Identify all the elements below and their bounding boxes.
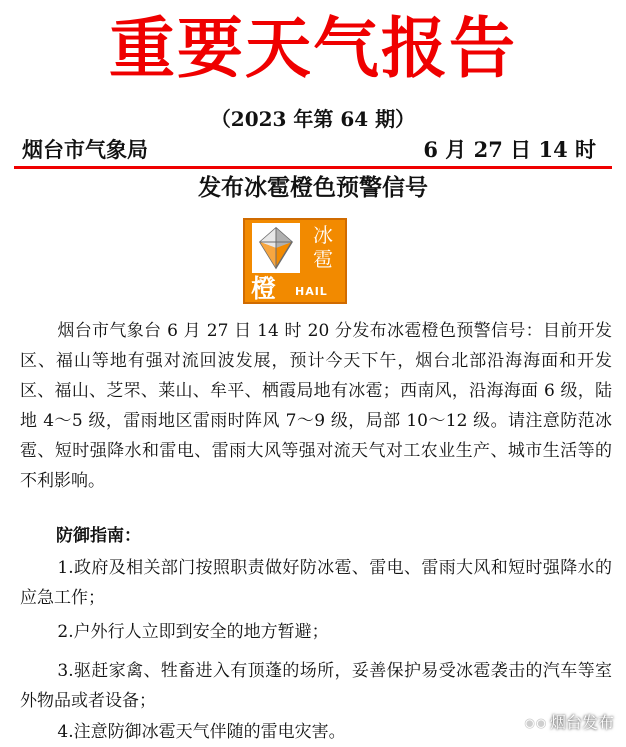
- guide-item-2: 2.户外行人立即到安全的地方暂避；: [57, 622, 329, 642]
- report-title: 重要天气报告: [109, 9, 517, 87]
- bulletin-title: 发布冰雹橙色预警信号: [198, 175, 428, 201]
- header-divider: [14, 166, 612, 169]
- guide-item-4: 4.注意防御冰雹天气伴随的雷电灾害。: [57, 722, 346, 742]
- guide-item-3: 3.驱赶家禽、牲畜进入有顶蓬的场所，妥善保护易受冰雹袭击的汽车等室外物品或者设备；: [20, 661, 612, 711]
- signal-level: 橙: [251, 274, 277, 303]
- hail-orange-signal: [243, 218, 347, 304]
- issue-datetime: 6 月 27 日 14 时: [423, 137, 596, 162]
- issue-number: （2023 年第 64 期）: [210, 107, 416, 131]
- signal-english: HAIL: [295, 285, 328, 298]
- watermark-text: 烟台发布: [549, 713, 614, 732]
- issuing-agency: 烟台市气象局: [22, 137, 148, 162]
- source-watermark: [524, 712, 614, 734]
- bulletin-body: 烟台市气象台 6 月 27 日 14 时 20 分发布冰雹橙色预警信号：目前开发区、福山等地有强对流回波发展，预计今天下午，烟台北部沿海海面和开发区、福山、芝罘、莱山、牟平、栖霞局地有冰雹；西南风，沿海海面 6 级，陆地 4～5 级，雷雨地区雷雨时阵风 7～9 级，局部 10～12 级。请注意防范冰雹、短时强降水和雷电、雷雨大风等强对流天气对工农业生产、城市生活等的不利影响。: [20, 321, 612, 491]
- hail-warning-icon: [252, 223, 300, 273]
- wechat-icon: ◉◉: [523, 715, 547, 731]
- guide-heading: 防御指南：: [56, 526, 141, 546]
- guide-item-1: 1.政府及相关部门按照职责做好防冰雹、雷电、雷雨大风和短时强降水的应急工作；: [20, 558, 612, 608]
- signal-char-bao: 雹: [313, 247, 333, 271]
- signal-char-bing: 冰: [313, 223, 333, 247]
